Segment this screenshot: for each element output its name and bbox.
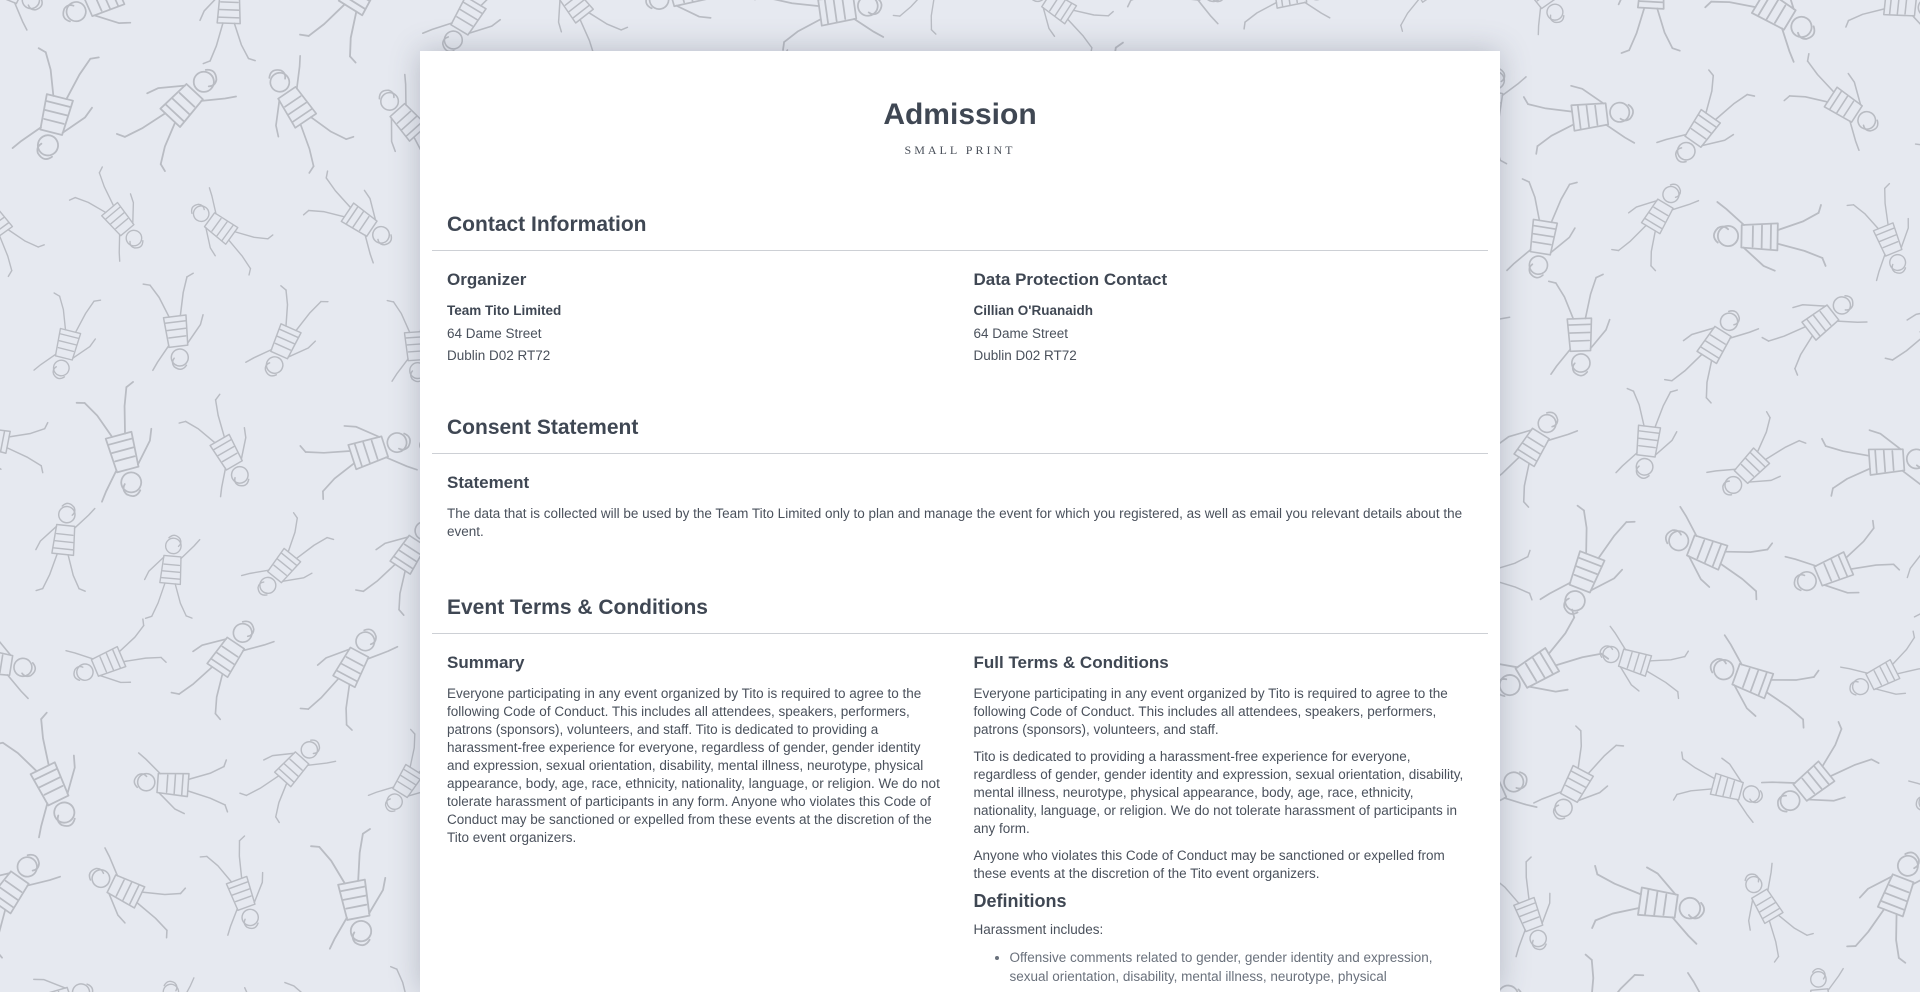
data-protection-block <box>974 269 1474 368</box>
doodle-figure <box>1669 748 1769 823</box>
doodle-figure <box>32 501 95 596</box>
doodle-figure <box>1523 79 1637 156</box>
doodle-figure <box>1898 974 1920 992</box>
doodle-figure <box>0 710 101 840</box>
data-protection-heading: Data Protection Contact <box>973 270 1168 289</box>
doodle-figure <box>1842 841 1920 969</box>
doodle-figure <box>1822 426 1920 497</box>
definitions-heading: Definitions <box>973 891 1067 911</box>
doodle-figure <box>1912 64 1920 168</box>
doodle-figure <box>1839 628 1920 715</box>
organizer-heading: Organizer <box>447 270 527 289</box>
doodle-figure <box>74 381 167 505</box>
doodle-figure <box>890 0 976 38</box>
data-protection-address-line2: Dublin D02 RT72 <box>973 348 1077 363</box>
section-divider <box>432 250 1488 251</box>
doodle-figure <box>1373 0 1472 34</box>
doodle-figure <box>245 982 335 992</box>
title-block <box>420 51 1500 158</box>
summary-block <box>447 652 947 986</box>
doodle-figure <box>33 289 104 385</box>
data-protection-name: Cillian O'Ruanaidh <box>973 303 1093 318</box>
doodle-figure <box>769 0 886 52</box>
doodle-figure <box>144 976 213 992</box>
harassment-list <box>974 948 1474 986</box>
consent-statement-text: The data that is collected will be used by the Team Tito Limited only to plan and manage the event for which you registered, as well as email you relevant details about the event. <box>447 506 1463 539</box>
doodle-figure <box>240 509 337 611</box>
doodle-figure <box>132 753 231 817</box>
doodle-figure <box>1845 182 1920 282</box>
doodle-figure <box>113 49 238 176</box>
section-heading: Contact Information <box>447 213 647 236</box>
consent-statement-section <box>420 414 1500 541</box>
doodle-figure <box>299 408 420 502</box>
contact-information-section <box>420 211 1500 368</box>
doodle-figure <box>64 617 168 702</box>
full-terms-heading: Full Terms & Conditions <box>973 653 1169 672</box>
doodle-figure <box>1725 861 1816 964</box>
doodle-figure <box>1881 277 1920 390</box>
organizer-address-line1: 64 Dame Street <box>447 325 542 341</box>
doodle-figure <box>1608 171 1700 275</box>
doodle-figure <box>1616 0 1686 56</box>
doodle-figure <box>1616 384 1682 482</box>
page-title: Admission <box>883 98 1037 131</box>
doodle-figure <box>77 847 190 942</box>
full-terms-block <box>974 652 1474 986</box>
organizer-block <box>447 269 947 368</box>
summary-text: Everyone participating in any event organized by Tito is required to agree to the following Code of Conduct. This includes all attendees, speakers, performers, patrons (sponsors), volunteers, and staff. Tito is dedicated to providing a harassment-free experience for everyone, regardless of gender, gender identity and expression, sexual orientation, disability, mental illness, neurotype, physical appearance, body, age, race, ethnicity, nationality, language, or religion. We do not tolerate harassment of participants in any form. Anyone who violates this Code of Conduct may be sanctioned or expelled from these events at the discretion of the Tito event organizers. <box>447 686 940 845</box>
doodle-figure <box>141 533 200 622</box>
full-terms-paragraph: Tito is dedicated to providing a harassment-free experience for everyone, regardless of gender, gender identity and expression, sexual orientation, disability, mental illness, neurotype, physical appearance, body, age, race, ethnicity, nationality, language, or religion. We do not tolerate harassment of participants in any form. <box>973 749 1464 836</box>
doodle-figure <box>1539 500 1639 625</box>
doodle-figure <box>199 0 260 65</box>
doodle-figure <box>1904 526 1920 617</box>
doodle-figure <box>299 167 406 264</box>
doodle-figure <box>1655 506 1778 605</box>
doodle-figure <box>1705 408 1809 513</box>
doodle-figure <box>237 723 337 826</box>
data-protection-address-line1: 64 Dame Street <box>973 325 1069 341</box>
doodle-figure <box>1656 66 1759 178</box>
doodle-figure <box>1780 50 1893 152</box>
doodle-figure <box>1533 721 1628 831</box>
doodle-figure <box>0 725 1 815</box>
harassment-intro: Harassment includes: <box>973 922 1104 937</box>
doodle-figure <box>1792 966 1850 992</box>
doodle-figure <box>309 828 397 952</box>
doodle-figure <box>296 615 399 735</box>
doodle-figure <box>167 605 275 724</box>
doodle-figure <box>1700 0 1831 63</box>
doodle-figure <box>177 187 276 279</box>
doodle-figure <box>1593 626 1693 703</box>
doodle-figure <box>1700 634 1824 733</box>
doodle-figure <box>1232 0 1332 30</box>
doodle-figure <box>1507 174 1582 283</box>
doodle-figure <box>1586 860 1709 944</box>
doodle-figure <box>198 834 280 937</box>
doodle-figure <box>12 42 104 167</box>
doodle-figure <box>1907 749 1920 832</box>
doodle-figure <box>1663 972 1786 992</box>
document-page <box>420 51 1500 992</box>
full-terms-paragraph: Anyone who violates this Code of Conduct may be sanctioned or expelled from these events at the discretion of the Tito event organizers. <box>973 848 1445 881</box>
doodle-figure <box>1841 0 1920 37</box>
doodle-figure <box>1123 0 1231 24</box>
doodle-figure <box>246 54 357 176</box>
doodle-figure <box>66 164 160 263</box>
doodle-figure <box>1489 0 1583 36</box>
doodle-figure <box>1783 518 1901 615</box>
doodle-figure <box>0 177 48 279</box>
doodle-figure <box>1014 0 1118 58</box>
doodle-figure <box>176 392 269 499</box>
organizer-name: Team Tito Limited <box>447 303 562 318</box>
doodle-figure <box>51 0 175 46</box>
doodle-figure <box>1759 276 1868 379</box>
doodle-figure <box>0 405 52 477</box>
section-heading: Consent Statement <box>447 416 639 439</box>
organizer-address-line2: Dublin D02 RT72 <box>447 348 551 363</box>
page-subtitle: SMALL PRINT <box>904 143 1016 157</box>
statement-block <box>447 472 1473 541</box>
doodle-figure <box>638 0 757 34</box>
list-item: • Offensive comments related to gender, gender identity and expression, sexual orientation, disability, mental illness, neurotype, physical <box>1010 948 1474 986</box>
doodle-figure <box>245 281 332 386</box>
statement-heading: Statement <box>447 473 530 492</box>
doodle-figure <box>295 0 414 68</box>
event-terms-section <box>420 594 1500 986</box>
section-heading: Event Terms & Conditions <box>447 596 708 619</box>
section-divider <box>432 453 1488 454</box>
doodle-figure <box>0 837 62 963</box>
doodle-figure <box>1548 274 1612 377</box>
doodle-figure <box>1539 949 1648 992</box>
doodle-figure <box>0 624 40 699</box>
doodle-figure <box>0 0 54 31</box>
doodle-figure <box>1760 718 1882 834</box>
doodle-figure <box>142 273 210 373</box>
section-divider <box>432 633 1488 634</box>
doodle-figure <box>1713 202 1826 272</box>
full-terms-paragraph: Everyone participating in any event organized by Tito is required to agree to the following Code of Conduct. This includes all attendees, speakers, performers, patrons (sponsors), volunteers, and staff. <box>973 686 1448 737</box>
summary-heading: Summary <box>447 653 525 672</box>
doodle-figure <box>0 962 102 992</box>
